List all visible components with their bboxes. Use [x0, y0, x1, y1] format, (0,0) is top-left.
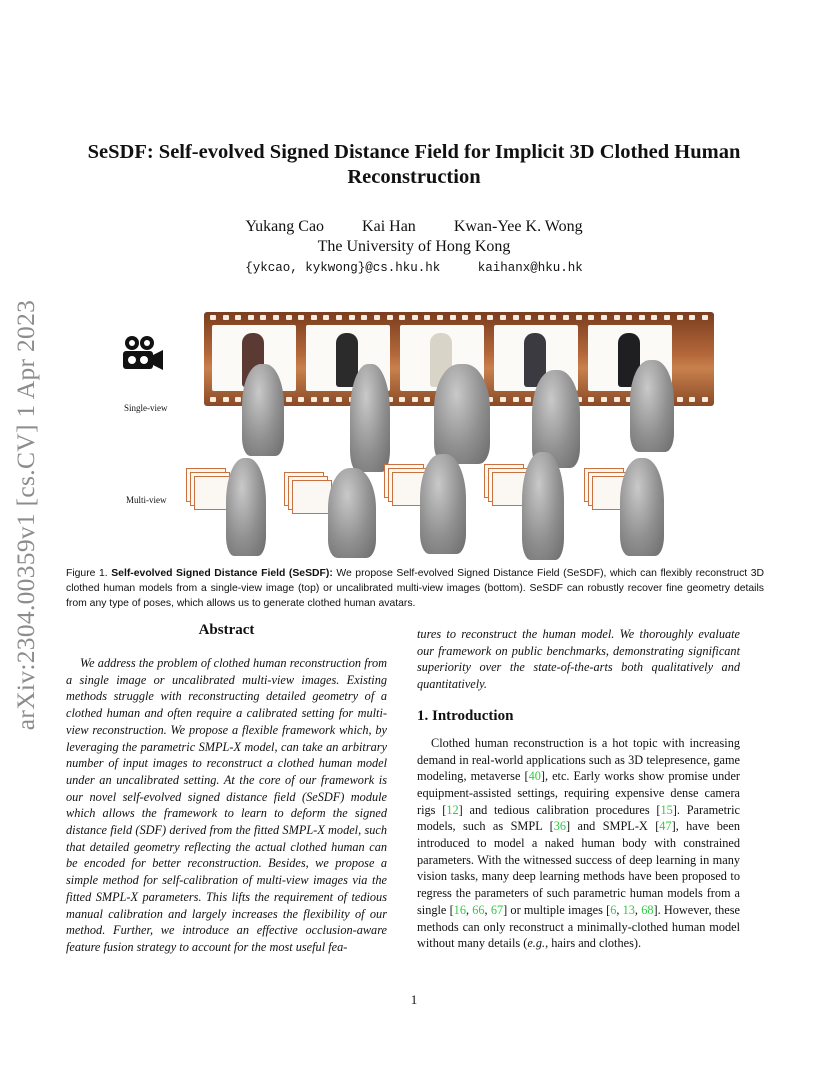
mesh-model: [242, 364, 284, 456]
citation-link[interactable]: 36: [553, 819, 567, 834]
citation-link[interactable]: 68: [641, 902, 654, 917]
mesh-model: [420, 454, 466, 554]
citation-link[interactable]: 67: [490, 902, 504, 917]
title-line-1: SeSDF: Self-evolved Signed Distance Field for Implicit 3D Clothed Human: [87, 141, 741, 163]
mesh-model: [434, 364, 490, 464]
email: kaihanx@hku.hk: [477, 261, 583, 275]
author-name: Yukang Cao: [245, 218, 325, 235]
introduction-body: Clothed human reconstruction is a hot topic with increasing demand in real-world applications such as 3D telepresence, game modeling, metaverse [40], etc. Early works show promise under equipment-assisted settings, requiring expensive dense camera rigs [12] and tedious calibration procedures [15]. Parametric models, such as SMPL [36] and SMPL-X [47], have been introduced to model a naked human body with constrained parameters. With the witnessed success of deep learning in many vision tasks, many deep learning methods have been proposed to regress the parameters of such parametric human models from a single [16, 66, 67] or multiple images [6, 13, 68]. However, these methods can only reconstruct a minimally-clothed human model without many details (e.g., hairs and clothes).: [417, 735, 740, 951]
video-camera-icon: [120, 334, 164, 374]
citation-link[interactable]: 6: [610, 902, 617, 917]
mesh-model: [522, 452, 564, 560]
citation-link[interactable]: 47: [659, 819, 672, 834]
multi-view-label: Multi-view: [126, 495, 167, 505]
abstract-continued: tures to reconstruct the human model. We thoroughly evaluate our framework on public benchmarks, demonstrating significant superiority over the state-of-the-arts both qualitatively and quantitatively.: [417, 627, 740, 692]
multi-view-images: [186, 468, 230, 508]
left-column: [66, 622, 387, 956]
introduction-heading: 1. Introduction: [417, 707, 514, 724]
teaser-figure: [112, 312, 722, 564]
arxiv-stamp: arXiv:2304.00359v1 [cs.CV] 1 Apr 2023: [11, 299, 40, 731]
caption-prefix: Figure 1.: [66, 568, 112, 579]
multi-view-images: [284, 472, 328, 512]
author-name: Kai Han: [362, 218, 416, 235]
author-list: [60, 218, 768, 236]
mesh-model: [328, 468, 376, 558]
paper-title: [60, 140, 768, 190]
single-view-label: Single-view: [124, 403, 168, 413]
author-name: Kwan-Yee K. Wong: [453, 218, 583, 235]
citation-link[interactable]: 13: [622, 902, 635, 917]
citation-link[interactable]: 12: [446, 802, 459, 817]
citation-link[interactable]: 15: [660, 802, 673, 817]
abstract-body: We address the problem of clothed human reconstruction from a single image or uncalibrated multi-view images. Existing methods struggle with reconstructing detailed geometry of a clothed human and often require a calibrated setting for multi-view reconstruction. We propose a flexible framework which, by leveraging the parametric SMPL-X model, can take an arbitrary number of input images to reconstruct a clothed human model under an uncalibrated setting. At the core of our framework is our novel self-evolved signed distance field (SeSDF) module which allows the framework to learn to deform the signed distance field (SDF) derived from the fitted SMPL-X model, such that detailed geometry reflecting the actual clothed human can be encoded for better reconstruction. Besides, we propose a simple method for self-calibration of multi-view images via the fitted SMPL-X parameters. This lifts the requirement of tedious manual calibration and largely increases the flexibility of our method. Further, we introduce an effective occlusion-aware feature fusion strategy to account for the most useful fea-: [66, 656, 387, 954]
email: {ykcao, kykwong}@cs.hku.hk: [245, 261, 441, 275]
citation-link[interactable]: 66: [472, 902, 485, 917]
abstract-heading: Abstract: [198, 622, 255, 638]
mesh-model: [226, 458, 266, 556]
mesh-model: [350, 364, 390, 472]
citation-link[interactable]: 40: [528, 769, 541, 784]
affiliation: The University of Hong Kong: [317, 238, 511, 255]
caption-text: We propose Self-evolved Signed Distance Field (SeSDF), which can flexibly reconstruct 3D clothed human models from a single-view image (top) or uncalibrated multi-view images (bottom). SeSDF can robustly recover fine geometry details from any type of poses, which allows us to generate clothed human avatars.: [66, 568, 764, 609]
mesh-model: [630, 360, 674, 452]
figure-caption: [66, 566, 764, 611]
mesh-model: [620, 458, 664, 556]
caption-bold: Self-evolved Signed Distance Field (SeSDF):: [111, 568, 333, 579]
film-perforations: [210, 315, 708, 321]
citation-link[interactable]: 16: [453, 902, 466, 917]
page-number: 1: [410, 992, 418, 1007]
title-line-2: Reconstruction: [347, 166, 481, 188]
author-emails: [60, 261, 768, 275]
right-column: [417, 622, 740, 952]
